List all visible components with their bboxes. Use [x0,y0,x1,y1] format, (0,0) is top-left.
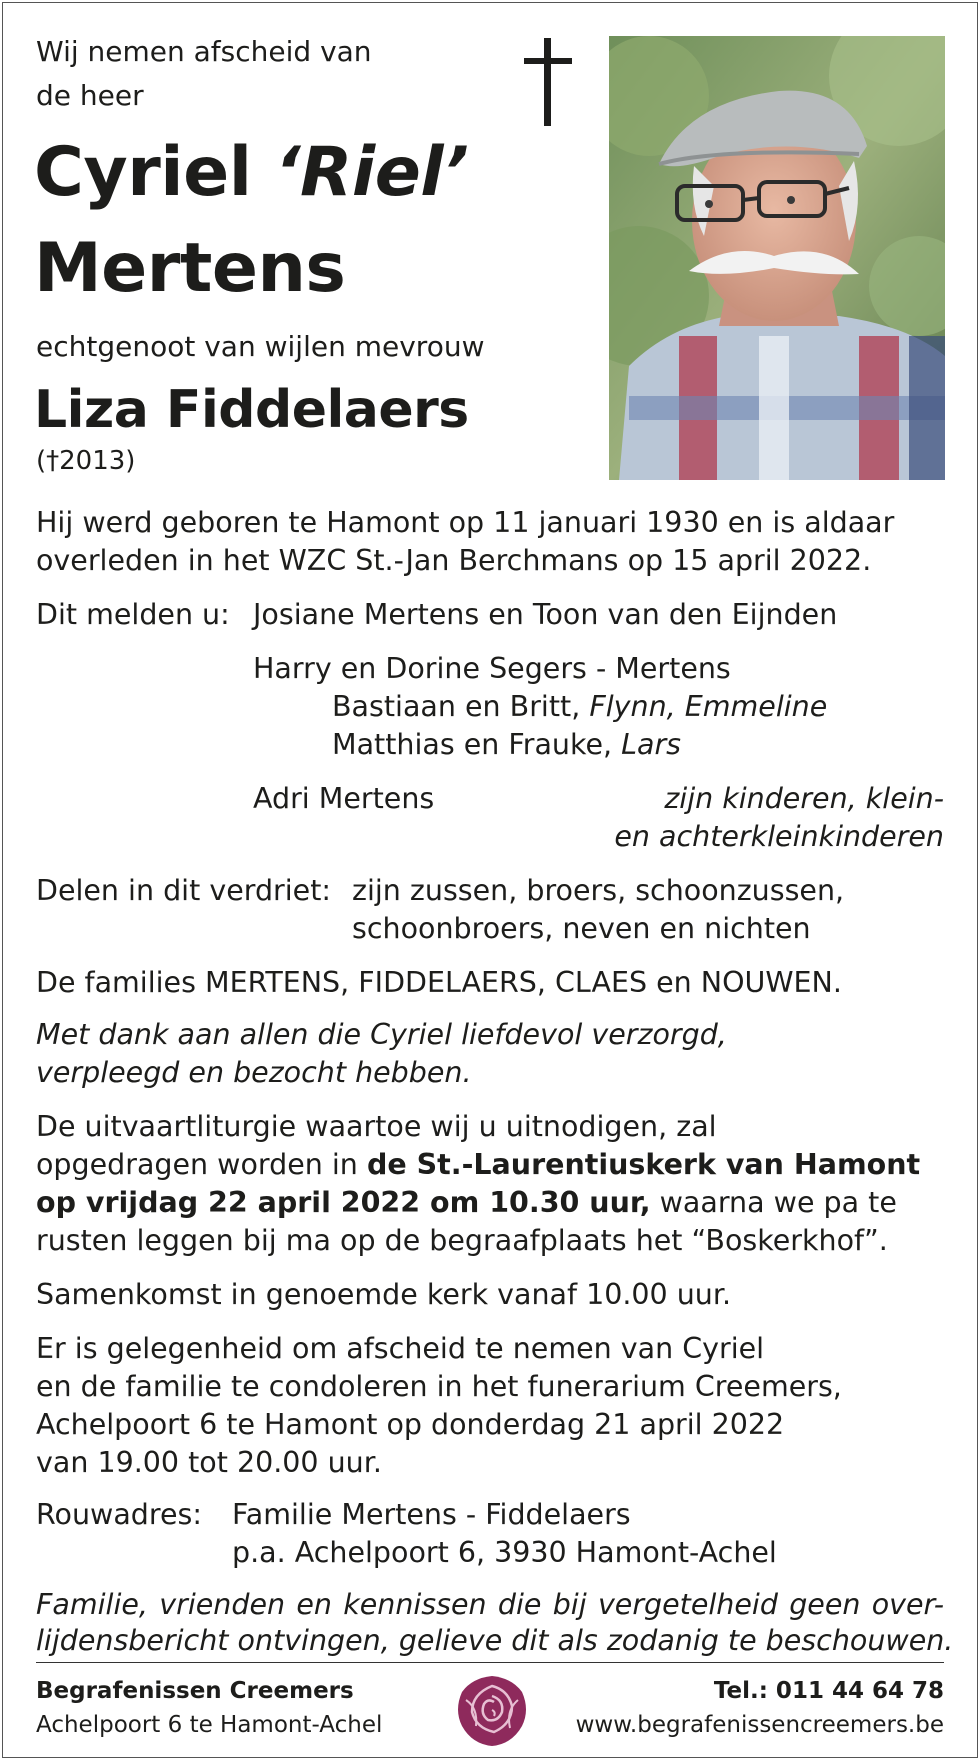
funeral-line-2 [36,1146,920,1184]
gathering-line: Samenkomst in genoemde kerk vanaf 10.00 uur. [36,1278,732,1311]
deceased-last-name: Mertens [34,229,346,308]
notice-line-2 [36,1622,954,1660]
spouse-death-year: (†2013) [36,446,136,476]
thanks-line-2: verpleegd en bezocht hebben. [36,1056,472,1089]
grandchildren-1-names: Bastiaan en Britt, [332,690,590,723]
notice-line-1-text: Familie, vrienden en kennissen die bij vergetelheid geen over- [36,1588,944,1621]
footer-divider [36,1662,944,1663]
intro-line-1: Wij nemen afscheid van [36,35,372,68]
notice-line-2-text: lijdensbericht ontvingen, gelieve dit als zodanig te beschouwen. [36,1624,954,1657]
notice-line-1 [36,1586,944,1624]
latin-cross-icon [518,34,578,130]
funeral-line-2-pre: opgedragen worden in [36,1148,367,1181]
funeral-line-4: rusten leggen bij ma op de begraafplaats het “Boskerkhof”. [36,1224,888,1257]
intro-line-2: de heer [36,79,144,112]
deceased-first-name: Cyriel [34,133,275,212]
announcers-label: Dit melden u: [36,598,230,631]
address-label: Rouwadres: [36,1498,202,1531]
sharing-line-2: schoonbroers, neven en nichten [352,912,811,945]
condolence-line-4: van 19.00 tot 20.00 uur. [36,1446,382,1479]
sharing-line-1: zijn zussen, broers, schoonzussen, [352,874,845,907]
great-grandchildren-2: Lars [621,728,682,761]
spouse-intro: echtgenoot van wijlen mevrouw [36,330,485,363]
company-website: www.begrafenissencreemers.be [575,1712,944,1738]
announcer-family-3: Adri Mertens [253,782,435,815]
funeral-date-time: op vrijdag 22 april 2022 om 10.30 uur, [36,1186,651,1219]
relation-line-2: en achterkleinkinderen [614,820,944,853]
company-address: Achelpoort 6 te Hamont-Achel [36,1712,383,1738]
deceased-first-name-line [34,133,469,212]
grandchildren-line-2 [332,726,681,764]
company-phone: Tel.: 011 44 64 78 [713,1678,944,1704]
thanks-line-1: Met dank aan allen die Cyriel liefdevol verzorgd, [36,1018,727,1051]
deceased-nickname: ‘Riel’ [274,133,469,212]
church-name: de St.-Laurentiuskerk van Hamont [366,1148,921,1181]
condolence-line-1: Er is gelegenheid om afscheid te nemen van Cyriel [36,1332,765,1365]
great-grandchildren-1: Flynn, Emmeline [589,690,828,723]
families-line: De families MERTENS, FIDDELAERS, CLAES en NOUWEN. [36,966,842,999]
spouse-name: Liza Fiddelaers [34,380,469,440]
address-line-2: p.a. Achelpoort 6, 3930 Hamont-Achel [232,1536,777,1569]
address-line-1: Familie Mertens - Fiddelaers [232,1498,631,1531]
funeral-line-3-post: waarna we pa te [650,1186,897,1219]
condolence-line-3: Achelpoort 6 te Hamont op donderdag 21 april 2022 [36,1408,785,1441]
announcer-family-1: Josiane Mertens en Toon van den Eijnden [253,598,838,631]
birth-death-line-2: overleden in het WZC St.-Jan Berchmans op 15 april 2022. [36,544,872,577]
rose-icon [452,1670,532,1750]
announcer-family-2: Harry en Dorine Segers - Mertens [253,652,731,685]
relation-line-1: zijn kinderen, klein- [664,782,944,815]
sharing-label: Delen in dit verdriet: [36,874,331,907]
company-name: Begrafenissen Creemers [36,1678,354,1704]
portrait-photo [609,36,945,480]
grandchildren-line-1 [332,688,827,726]
condolence-line-2: en de familie te condoleren in het funerarium Creemers, [36,1370,842,1403]
funeral-line-3 [36,1184,897,1222]
grandchildren-2-names: Matthias en Frauke, [332,728,622,761]
funeral-line-1: De uitvaartliturgie waartoe wij u uitnodigen, zal [36,1110,717,1143]
birth-death-line-1: Hij werd geboren te Hamont op 11 januari 1930 en is aldaar [36,506,895,539]
